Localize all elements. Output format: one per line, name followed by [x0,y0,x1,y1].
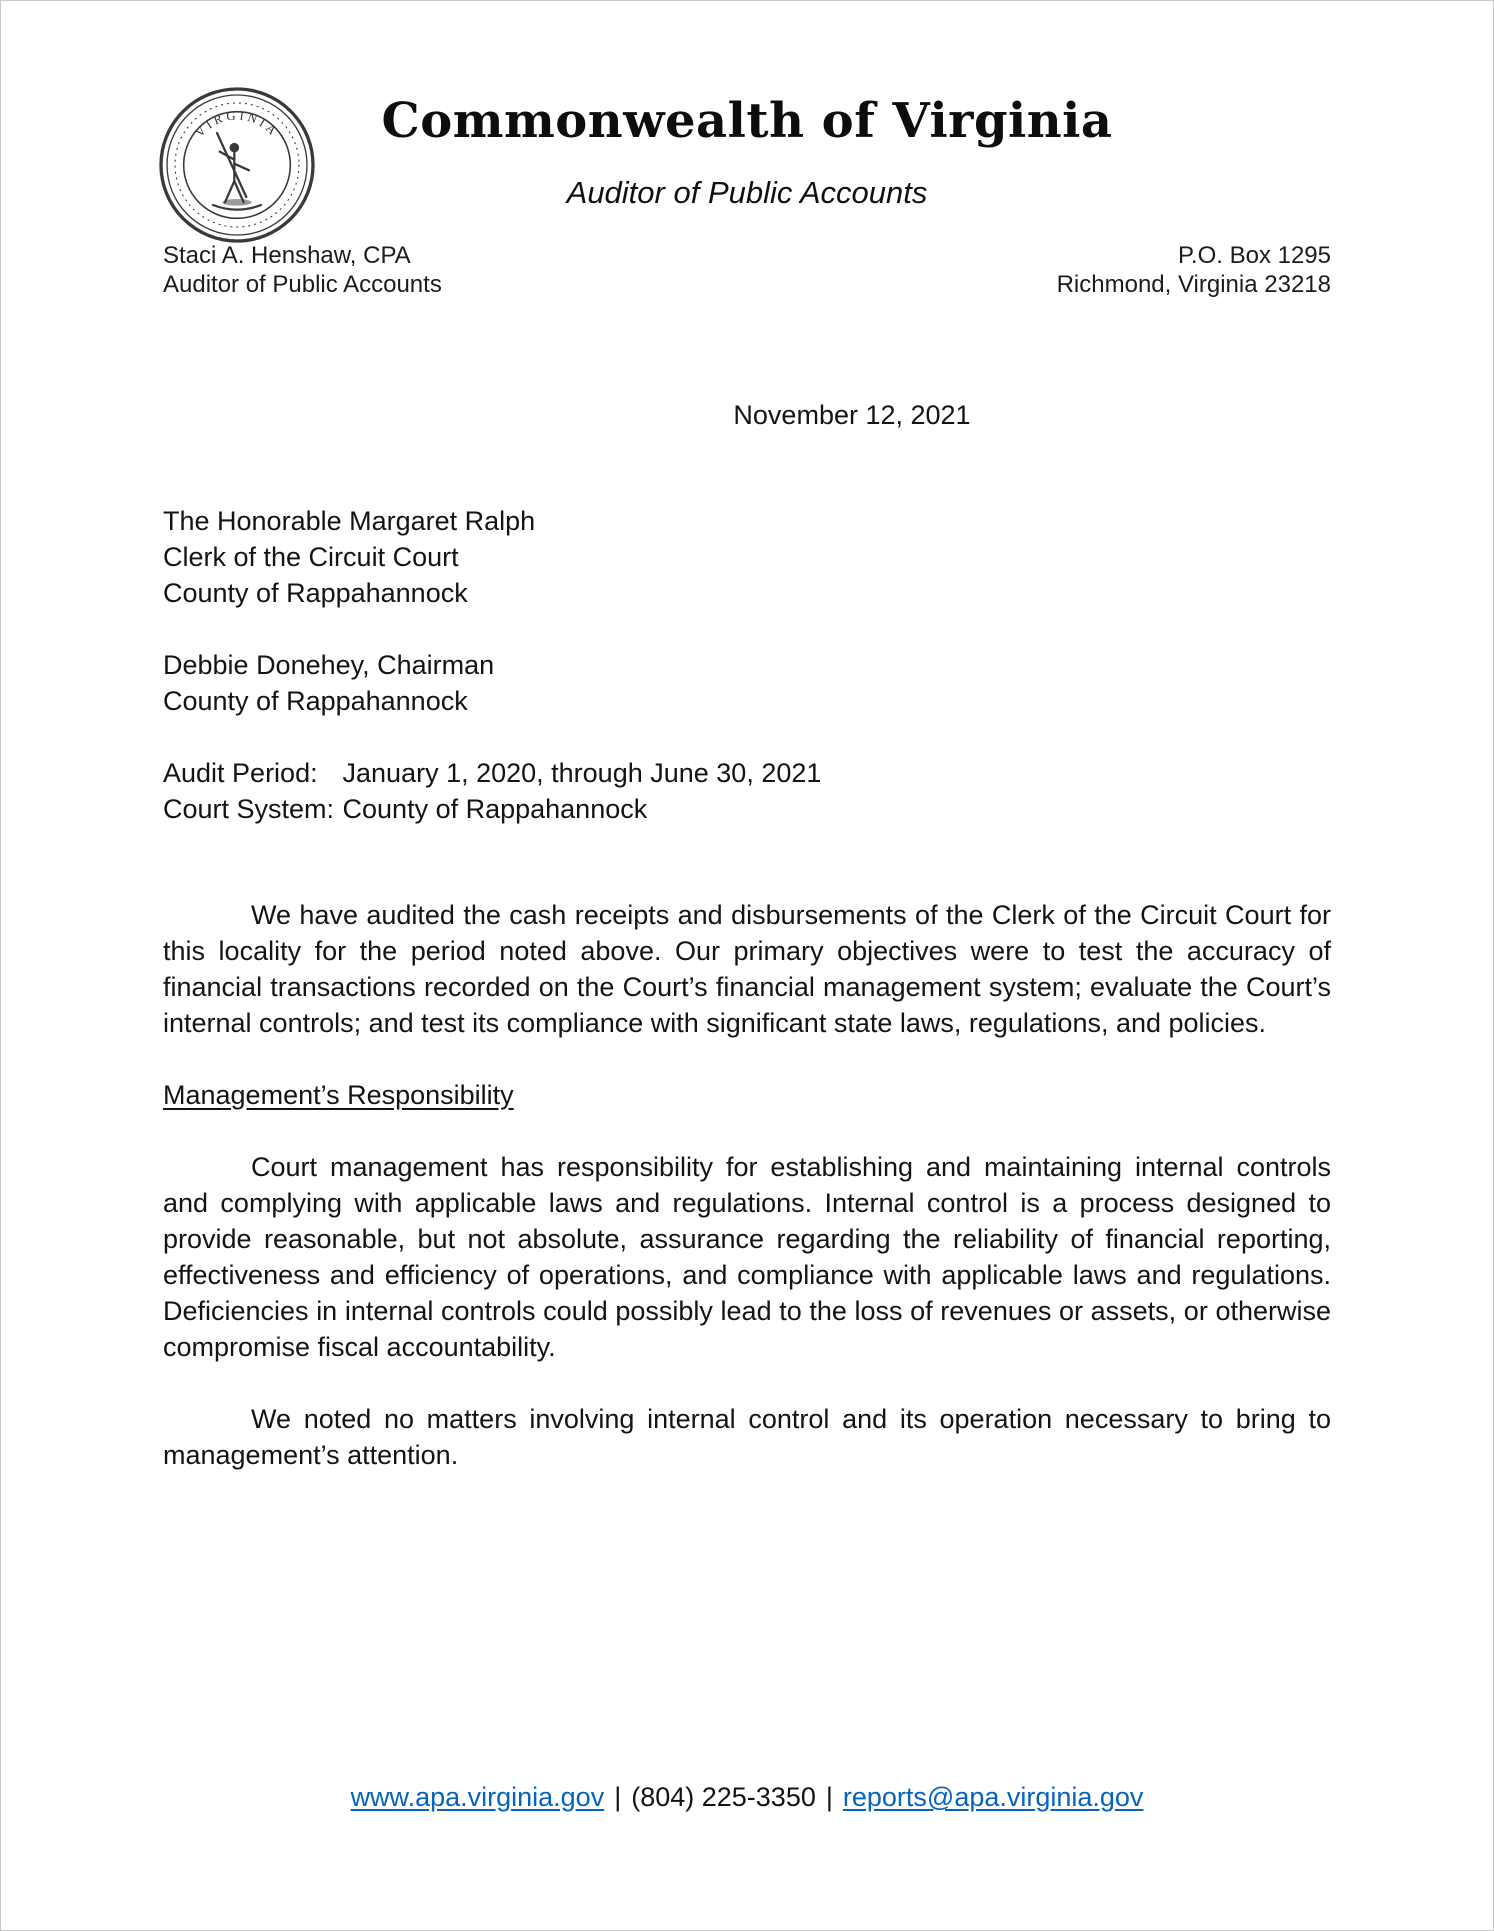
letterhead [1,1,1493,299]
paragraph-no-matters: We noted no matters involving internal control and its operation necessary to bring to management’s attention. [163,1404,1331,1470]
court-system-line [163,791,1331,827]
court-system-label: Court System: [163,794,335,824]
recipient-line: Debbie Donehey, Chairman [163,650,495,680]
recipient-line: County of Rappahannock [163,686,468,716]
recipient-line: County of Rappahannock [163,578,468,608]
recipient-line: The Honorable Margaret Ralph [163,506,536,536]
letterhead-subtitle: Auditor of Public Accounts [566,175,928,210]
recipient-block-2 [163,647,1331,719]
letter-date: November 12, 2021 [733,400,971,430]
city-state-zip-line: Richmond, Virginia 23218 [1056,271,1331,298]
paragraph-management-responsibility: Court management has responsibility for establishing and maintaining internal controls and complying with applicable laws and regulations. Internal control is a process designed to provide reasonable, but not absolute, assurance regarding the reliability of financial reporting, effectiveness and efficiency of operations, and compliance with applicable laws and regulations. Deficiencies in internal controls could possibly lead to the loss of revenues or assets, or otherwise compromise fiscal accountability. [163,1152,1331,1362]
audit-period-value: January 1, 2020, through June 30, 2021 [342,758,822,788]
audit-period-label: Audit Period: [163,758,318,788]
mailing-address-block [1057,241,1331,299]
page-footer [1,1779,1493,1815]
letter-body [1,397,1493,1473]
footer-email-link[interactable]: reports@apa.virginia.gov [842,1782,1144,1812]
virginia-state-seal-icon [157,85,317,245]
court-system-value: County of Rappahannock [342,794,648,824]
letterhead-title: Commonwealth of Virginia [381,93,1113,149]
po-box-line: P.O. Box 1295 [1178,242,1331,269]
auditor-title: Auditor of Public Accounts [163,271,442,298]
audit-info-block [163,755,1331,827]
footer-separator: | [614,1782,622,1812]
footer-phone-number: (804) 225-3350 [631,1782,816,1812]
footer-website-link[interactable]: www.apa.virginia.gov [350,1782,605,1812]
recipient-line: Clerk of the Circuit Court [163,542,459,572]
letterhead-contact-row [1,241,1493,299]
svg-text:VIRGINIA: VIRGINIA [192,108,282,140]
paragraph-audit-scope: We have audited the cash receipts and disbursements of the Clerk of the Circuit Court for this locality for the period noted above. Our primary objectives were to test the accuracy of financial transactions recorded on the Court’s financial management system; evaluate the Court’s internal controls; and test its compliance with significant state laws, regulations, and policies. [163,900,1331,1038]
section-heading-managements-responsibility: Management’s Responsibility [163,1080,514,1110]
auditor-name: Staci A. Henshaw, CPA [163,242,411,269]
audit-period-line [163,755,1331,791]
recipient-block-1 [163,503,1331,611]
auditor-identity-block [163,241,442,299]
footer-separator: | [825,1782,833,1812]
